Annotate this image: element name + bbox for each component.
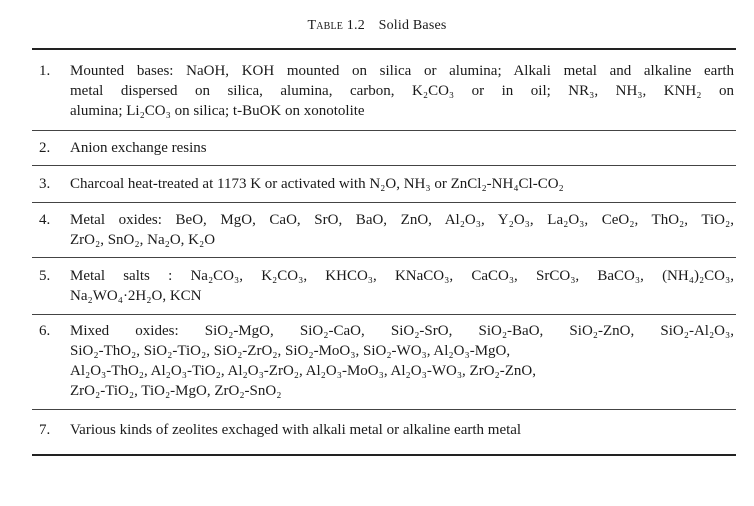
row-line: Various kinds of zeolites exchaged with alkali metal or alkaline earth metal [70,422,522,438]
table-title: Solid Bases [378,18,447,33]
table-number: Table 1.2 [307,18,365,33]
row-line: Al₂O₃-ThO₂, Al₂O₃-TiO₂, Al₂O₃-ZrO₂, Al₂O₃-MoO₃, Al₂O₃-WO₃, ZrO₂-ZnO, [70,363,537,379]
table-caption [0,18,754,34]
table-row [32,131,736,165]
row-line: Charcoal heat-treated at 1173 K or activated with N₂O, NH₃ or ZnCl₂-NH₄Cl-CO₂ [70,176,564,192]
row-line: ZrO₂, SnO₂, Na₂O, K₂O [70,232,216,248]
row-line: Metal salts : Na₂CO₃, K₂CO₃, KHCO₃, KNaCO₃, CaCO₃, SrCO₃, BaCO₃, (NH₄)₂CO₃, [70,268,734,284]
row-line: SiO₂-ThO₂, SiO₂-TiO₂, SiO₂-ZrO₂, SiO₂-MoO₃, SiO₂-WO₃, Al₂O₃-MgO, [70,343,511,359]
table-row [32,410,736,454]
row-number: 6. [39,323,51,339]
row-line: alumina; Li₂CO₃ on silica; t-BuOK on xonotolite [70,103,365,119]
row-content [70,61,736,121]
row-line: Anion exchange resins [70,140,207,156]
table-row [32,258,736,314]
row-number: 3. [39,176,51,192]
row-number: 2. [39,140,51,156]
table-row [32,315,736,409]
row-number: 1. [39,63,51,79]
bottom-rule [32,454,736,456]
row-line: metal dispersed on silica, alumina, carbon, K₂CO₃ or in oil; NR₃, NH₃, KNH₂ on [70,83,734,99]
row-content [70,174,736,194]
row-content [70,321,736,401]
row-line: Na₂WO₄·2H₂O, KCN [70,288,202,304]
row-line: Mixed oxides: SiO₂-MgO, SiO₂-CaO, SiO₂-SrO, SiO₂-BaO, SiO₂-ZnO, SiO₂-Al₂O₃, [70,323,734,339]
row-number: 4. [39,212,51,228]
row-line: Mounted bases: NaOH, KOH mounted on silica or alumina; Alkali metal and alkaline earth [70,63,734,79]
table-row [32,50,736,130]
row-number: 7. [39,422,51,438]
row-content [70,420,736,440]
table-row [32,166,736,202]
row-content [70,210,736,250]
row-content [70,266,736,306]
row-content [70,138,736,158]
table-row [32,203,736,257]
row-line: Metal oxides: BeO, MgO, CaO, SrO, BaO, ZnO, Al₂O₃, Y₂O₃, La₂O₃, CeO₂, ThO₂, TiO₂, [70,212,734,228]
row-number: 5. [39,268,51,284]
row-line: ZrO₂-TiO₂, TiO₂-MgO, ZrO₂-SnO₂ [70,383,282,399]
solid-bases-table [32,48,736,456]
